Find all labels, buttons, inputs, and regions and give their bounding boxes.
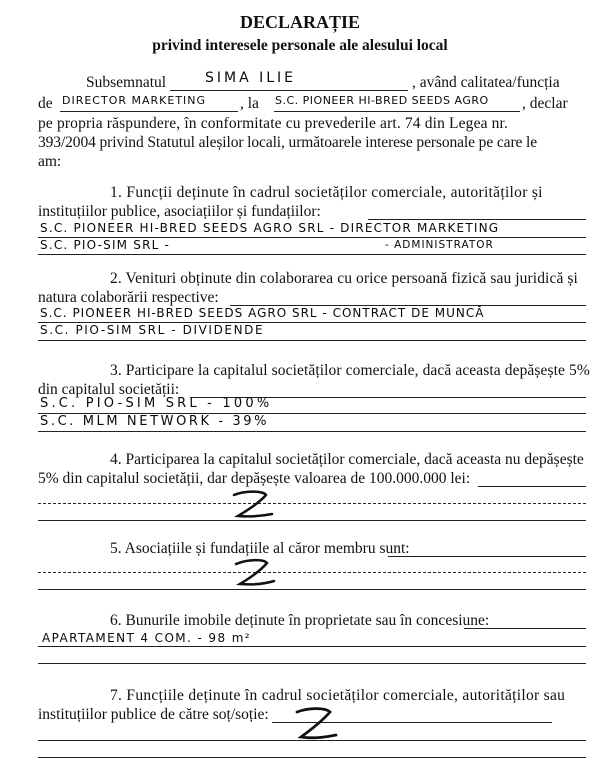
section-4-blank-line-2: [38, 520, 586, 521]
section-3-line-2: din capitalul societății:: [38, 381, 180, 398]
intro-line-2a: de: [38, 95, 53, 112]
section-1-line-2: instituțiilor publice, asociațiilor și fundațiilor:: [38, 203, 321, 220]
section-2-line-1: 2. Venituri obținute din colaborarea cu orice persoană fizică sau juridică și: [110, 270, 578, 287]
intro-line-2b: , la: [240, 95, 259, 112]
section-1-answer-1: S.C. PIONEER HI-BRED SEEDS AGRO SRL - DIRECTOR MARKETING: [40, 221, 500, 235]
section-5-z-mark: [232, 558, 276, 588]
section-1-answer-2b: - ADMINISTRATOR: [385, 239, 494, 251]
section-7-blank-line-2: [38, 757, 586, 758]
section-5-blank-line-1: [38, 572, 586, 573]
section-2-answer-1: S.C. PIONEER HI-BRED SEEDS AGRO SRL - CONTRACT DE MUNCĂ: [40, 306, 485, 320]
section-6-answer-1: APARTAMENT 4 COM. - 98 m²: [42, 631, 251, 645]
intro-line-1b: , având calitatea/funcția: [412, 74, 560, 91]
section-6-line-1-fill: [464, 628, 586, 629]
intro-line-5: am:: [38, 153, 62, 170]
section-7-line-1: 7. Funcțiile deținute în cadrul societăților comerciale, autorităților sau: [110, 687, 566, 704]
section-3-answer-2: S.C. MLM NETWORK - 39%: [40, 414, 270, 429]
section-7-line-2: instituțiilor publice de către soț/soție:: [38, 706, 269, 723]
document-subtitle: privind interesele personale ale alesului local: [152, 37, 448, 54]
name-field-line: [170, 90, 408, 91]
section-4-line-1: 4. Participarea la capitalul societăților comerciale, dacă aceasta nu depășește: [110, 451, 584, 468]
section-2-line-2: natura colaborării respective:: [38, 289, 219, 306]
section-1-line-1: 1. Funcții deținute în cadrul societăților comerciale, autorităților și: [110, 184, 543, 201]
section-4-blank-line-1: [38, 503, 586, 504]
section-7-z-mark: [294, 706, 338, 742]
document-title: DECLARAȚIE: [239, 12, 361, 32]
section-1-answer-2-line: [38, 254, 586, 255]
section-6-blank-line-1: [38, 663, 586, 664]
section-3-line-1: 3. Participare la capitalul societăților comerciale, dacă aceasta depășește 5%: [110, 362, 590, 379]
company-field-line: [274, 111, 520, 112]
section-4-z-mark: [230, 490, 274, 520]
section-3-answer-2-line: [38, 431, 586, 432]
intro-line-1a: Subsemnatul: [86, 74, 167, 91]
section-4-line-2-fill: [478, 486, 586, 487]
section-3-answer-1: S.C. PIO-SIM SRL - 100%: [40, 396, 273, 411]
section-4-line-2: 5% din capitalul societății, dar depășește valoarea de 100.000.000 lei:: [38, 470, 471, 487]
intro-line-2c: , declar: [522, 95, 568, 112]
intro-line-4: 393/2004 privind Statutul aleșilor locali, următoarele interese personale pe care le: [38, 134, 538, 151]
section-6-line-1: 6. Bunurile imobile deținute în proprietate sau în concesiune:: [110, 612, 490, 629]
section-6-answer-1-line: [38, 646, 586, 647]
function-field-line: [60, 111, 238, 112]
section-1-answer-2a: S.C. PIO-SIM SRL -: [40, 238, 171, 252]
section-5-line-1-fill: [388, 556, 586, 557]
section-5-line-1: 5. Asociațiile și fundațiile al căror membru sunt:: [110, 540, 410, 557]
section-2-answer-2-line: [38, 340, 586, 341]
name-field: SIMA ILIE: [205, 70, 297, 86]
company-field: S.C. PIONEER HI-BRED SEEDS AGRO: [275, 94, 489, 107]
section-5-blank-line-2: [38, 589, 586, 590]
section-2-answer-2: S.C. PIO-SIM SRL - DIVIDENDE: [40, 323, 265, 337]
intro-line-3: pe propria răspundere, în conformitate cu prevederile art. 74 din Legea nr.: [38, 115, 509, 132]
function-field: DIRECTOR MARKETING: [62, 94, 207, 107]
